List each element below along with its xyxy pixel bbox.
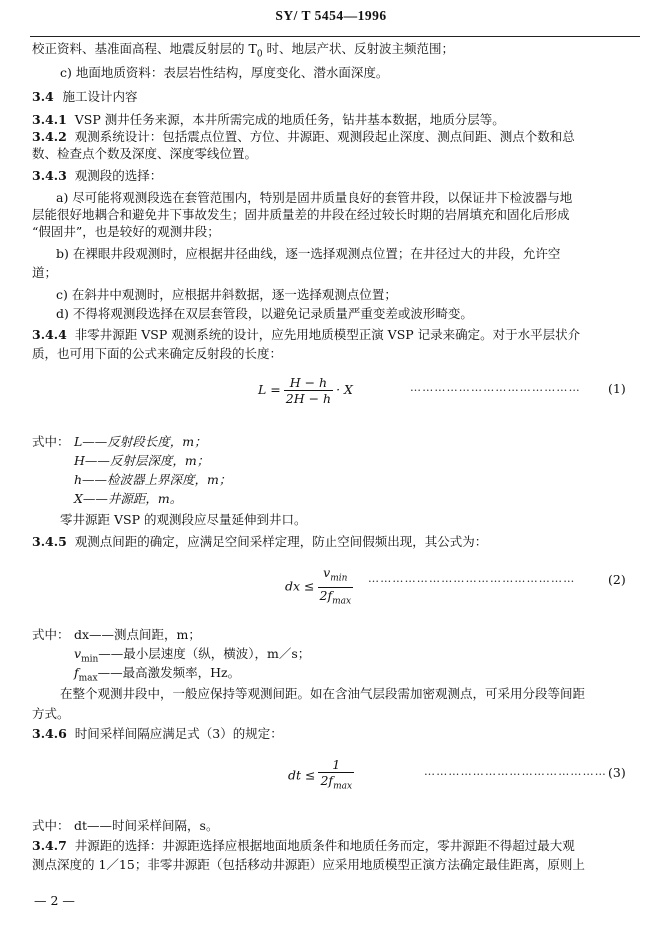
clause-3-4-1: 3.4.1 VSP 测井任务来源，本井所需完成的地质任务，钻井基本数据，地质分层等。: [32, 112, 505, 127]
clause-3-4-3: 3.4.3 观测段的选择：: [32, 168, 163, 183]
legend-line: $v_{min}——$最小层速度（纵，横波），m／s；: [74, 646, 311, 665]
legend-line: H——反射层深度，m；: [74, 453, 210, 468]
legend-line: $f_{max}——$最高激发频率，Hz。: [74, 665, 241, 684]
text-line: c) 在斜井中观测时，应根据井斜数据，逐一选择观测点位置；: [56, 287, 397, 302]
text-line: 道；: [32, 265, 58, 280]
equation-2-leader: ……………………………………………: [368, 572, 576, 585]
legend-line: X——井源距，m。: [74, 491, 183, 506]
legend-line: dx——测点间距，m；: [74, 627, 201, 642]
text-line: “假固井”，也是较好的观测井段；: [32, 224, 220, 239]
clause-3-4-2: 3.4.2 观测系统设计：包括震点位置、方位、井源距、观测段起止深度、测点间距、测点个数和总: [32, 129, 575, 144]
legend-line: dt——时间采样间隔，s。: [74, 818, 219, 833]
legend-line: 式中：: [32, 627, 70, 642]
text-line: 方式。: [32, 706, 70, 721]
clause-3-4-7: 3.4.7 井源距的选择：井源距选择应根据地面地质条件和地质任务而定，零井源距不得超过最大观: [32, 838, 575, 853]
standard-header: SY/ T 5454—1996: [275, 8, 387, 23]
header-rule: [30, 36, 640, 37]
legend-line: 式中：: [32, 818, 70, 833]
legend-line: L——反射段长度，m；: [74, 434, 207, 449]
legend-line: h——检波器上界深度，m；: [74, 472, 232, 487]
text-line: b) 在裸眼井段观测时，应根据井径曲线，逐一选择观测点位置；在井径过大的井段，允许空: [56, 246, 561, 261]
text-line: 层能很好地耦合和避免井下事故发生；固井质量差的井段在经过较长时期的岩屑填充和固化后形成: [32, 207, 570, 222]
equation-3: dt ≤ 1 $2f_{max}$: [288, 757, 353, 792]
text-line: d) 不得将观测段选择在双层套管段，以避免记录质量严重变差或波形畸变。: [56, 306, 473, 321]
equation-2: dx ≤ $v_{min}$ $2f_{max}$: [285, 565, 352, 606]
text-line: 质，也可用下面的公式来确定反射段的长度：: [32, 346, 283, 361]
clause-3-4-4: 3.4.4 非零井源距 VSP 观测系统的设计，应先用地质模型正演 VSP 记录来确定。对于水平层状介: [32, 327, 581, 342]
text-line: a) 尽可能将观测段选在套管范围内，特别是固井质量良好的套管井段，以保证井下检波器与地: [56, 190, 573, 205]
equation-1: L = $\frac{H - h}{2H - h}$ · X: [258, 375, 353, 406]
page-number: — 2 —: [34, 893, 75, 908]
text-line: 数、检查点个数及深度、深度零线位置。: [32, 146, 258, 161]
text-line: 测点深度的 1／15；非零井源距（包括移动井源距）应采用地质模型正演方法确定最佳距离，原则上: [32, 857, 585, 872]
legend-line: 式中：: [32, 434, 70, 449]
text-line: c) 地面地质资料：表层岩性结构，厚度变化、潜水面深度。: [60, 65, 389, 80]
text-line: 零井源距 VSP 的观测段应尽量延伸到井口。: [60, 512, 307, 527]
equation-2-number: (2): [608, 572, 626, 587]
equation-1-number: (1): [608, 381, 626, 396]
equation-1-leader: ……………………………………: [410, 381, 581, 394]
clause-3-4-6: 3.4.6 时间采样间隔应满足式（3）的规定：: [32, 726, 283, 741]
clause-3-4-5: 3.4.5 观测点间距的确定，应满足空间采样定理，防止空间假频出现，其公式为：: [32, 534, 488, 549]
text-line: 校正资料、基准面高程、地震反射层的 $T_0$ 时、地层产状、反射波主频范围；: [32, 41, 455, 60]
equation-3-number: (3): [608, 765, 626, 780]
equation-3-leader: ………………………………………: [424, 765, 607, 778]
text-line: 在整个观测井段中，一般应保持等观测间距。如在含油气层段需加密观测点，可采用分段等间距: [60, 686, 586, 701]
section-heading: 3.4 施工设计内容: [32, 89, 138, 104]
